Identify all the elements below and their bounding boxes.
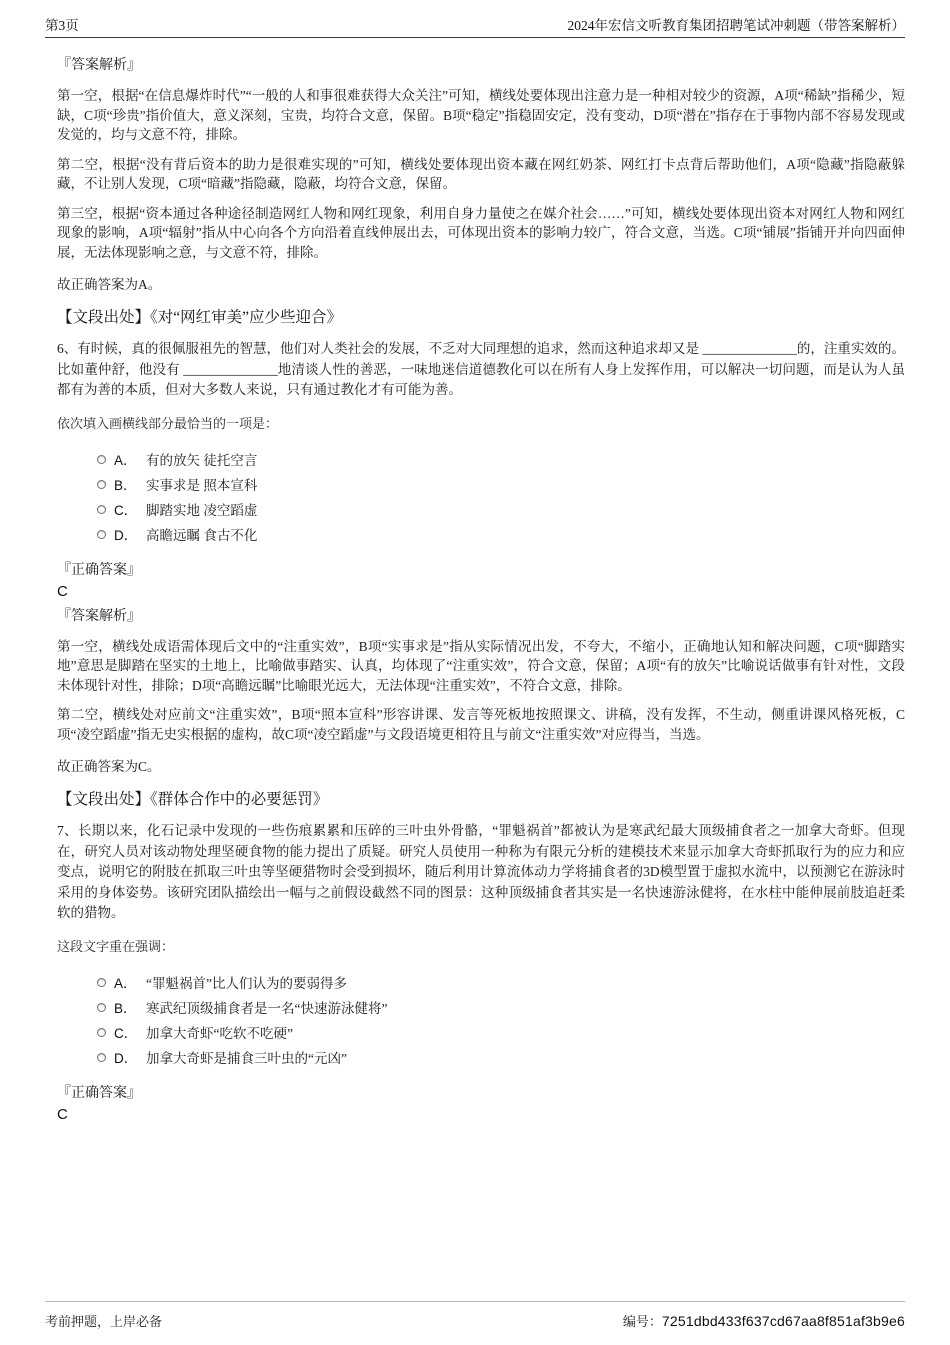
analysis-paragraph: 第三空，根据“资本通过各种途径制造网红人物和网红现象，利用自身力量使之在媒介社会……”可知，横线处要体现出资本对网红人物和网红现象的影响，A项“辐射”指从中心向各个方向沿着直线伸展出去，可体现出资本的影响力较广，符合文意，当选。C项“铺展”指铺开并向四面伸展，无法体现影响之意，与文意不符，排除。 xyxy=(57,205,905,260)
option-text: 高瞻远瞩 食古不化 xyxy=(146,528,258,543)
option-row xyxy=(97,995,905,1020)
radio-button-icon[interactable] xyxy=(97,505,106,514)
radio-button-icon[interactable] xyxy=(97,1053,106,1062)
option-text: “罪魁祸首”比人们认为的要弱得多 xyxy=(146,976,347,991)
option-row xyxy=(97,447,905,472)
option-text: 加拿大奇虾“吃软不吃硬” xyxy=(146,1026,293,1041)
option-row xyxy=(97,497,905,522)
option-row xyxy=(97,472,905,497)
option-row xyxy=(97,1020,905,1045)
radio-button-icon[interactable] xyxy=(97,530,106,539)
analysis-paragraph: 第一空，根据“在信息爆炸时代”“一般的人和事很难获得大众关注”可知，横线处要体现出注意力是一种相对较少的资源，A项“稀缺”指稀少，短缺，C项“珍贵”指价值大，意义深刻，宝贵，均符合文意，保留。B项“稳定”指稳固安定，没有变动，D项“潜在”指存在于事物内部不容易发现或发觉的，均与文意不符，排除。 xyxy=(57,88,905,142)
question-7-options xyxy=(57,970,905,1070)
footer-serial-label: 编号： xyxy=(622,1314,662,1329)
correct-answer-label: 『正确答案』 xyxy=(57,562,141,578)
option-letter: C． xyxy=(114,503,138,518)
radio-button-icon[interactable] xyxy=(97,978,106,987)
document-title: 2024年宏信文听教育集团招聘笔试冲刺题（带答案解析） xyxy=(567,18,905,33)
page-content xyxy=(57,56,905,1125)
correct-answer-value: C xyxy=(57,1105,68,1123)
footer-slogan: 考前押题，上岸必备 xyxy=(45,1314,163,1329)
option-text: 脚踏实地 凌空蹈虚 xyxy=(146,503,258,518)
question-7-prompt: 这段文字重在强调： xyxy=(57,938,175,954)
option-letter: B． xyxy=(114,1001,137,1016)
conclusion-text: 故正确答案为C。 xyxy=(57,759,161,774)
analysis-paragraph: 第二空，横线处对应前文“注重实效”，B项“照本宣科”形容讲课、发言等死板地按照课文、讲稿，没有发挥，不生动，侧重讲课风格死板，C项“凌空蹈虚”指无史实根据的虚构，故C项“凌空蹈虚”与文段语境更相符且与前文“注重实效”对应得当，当选。 xyxy=(57,707,905,742)
option-letter: C． xyxy=(114,1026,138,1041)
page-header xyxy=(45,0,905,38)
analysis-paragraph: 第二空，根据“没有背后资本的助力是很难实现的”可知，横线处要体现出资本藏在网红奶茶、网红打卡点背后帮助他们，A项“隐藏”指隐蔽躲藏，不让别人发现，C项“暗藏”指隐藏，隐蔽，均符合文意，保留。 xyxy=(57,156,905,191)
option-text: 加拿大奇虾是捕食三叶虫的“元凶” xyxy=(146,1051,347,1066)
radio-button-icon[interactable] xyxy=(97,480,106,489)
option-letter: B． xyxy=(114,478,137,493)
option-row xyxy=(97,970,905,995)
source-line: 【文段出处】《对“网红审美”应少些迎合》 xyxy=(57,309,343,326)
source-line: 【文段出处】《群体合作中的必要惩罚》 xyxy=(57,791,329,808)
answer-analysis-label: 『答案解析』 xyxy=(57,58,141,73)
footer-serial xyxy=(623,1311,905,1330)
radio-button-icon[interactable] xyxy=(97,1028,106,1037)
option-letter: D． xyxy=(114,528,138,543)
page-number: 第3页 xyxy=(45,18,79,33)
page-footer xyxy=(45,1301,905,1330)
analysis-paragraph: 第一空，横线处成语需体现后文中的“注重实效”，B项“实事求是”指从实际情况出发，不夸大，不缩小，正确地认知和解决问题，C项“脚踏实地”意思是脚踏在坚实的土地上，比喻做事踏实、认真，均体现了“注重实效”，符合文意，保留；A项“有的放矢”比喻说话做事有针对性，文段未体现针对性，排除；D项“高瞻远瞩”比喻眼光远大，无法体现“注重实效”，不符合文意，排除。 xyxy=(57,638,905,693)
question-6-stem: 6、有时候，真的很佩服祖先的智慧，他们对人类社会的发展，不乏对大同理想的追求，然而这种追求却又是 ______________的，注重实效的。比如董仲舒，他没有 ______________地清谈人性的善恶，一味地迷信道德教化可以在所有人身上发挥作用，可以解决一切问题，而是认为人虽都有为善的本质，但对大多数人来说，只有通过教化才有可能为善。 xyxy=(57,341,905,397)
option-text: 寒武纪顶级捕食者是一名“快速游泳健将” xyxy=(146,1001,388,1016)
option-letter: A． xyxy=(114,453,137,468)
question-7-stem: 7、长期以来，化石记录中发现的一些伤痕累累和压碎的三叶虫外骨骼，“罪魁祸首”都被认为是寒武纪最大顶级捕食者之一加拿大奇虾。但现在，研究人员对该动物处理坚硬食物的能力提出了质疑。研究人员使用一种称为有限元分析的建模技术来显示加拿大奇虾抓取行为的应力和应变点，说明它的附肢在抓取三叶虫等坚硬猎物时会受到损坏，随后利用计算流体动力学将捕食者的3D模型置于虚拟水流中，以预测它在游泳时采用的身体姿势。该研究团队描绘出一幅与之前假设截然不同的图景：这种顶级捕食者其实是一名快速游泳健将，在水柱中能伸展前肢追赶柔软的猎物。 xyxy=(57,823,905,920)
correct-answer-label: 『正确答案』 xyxy=(57,1085,141,1101)
conclusion-text: 故正确答案为A。 xyxy=(57,277,162,292)
radio-button-icon[interactable] xyxy=(97,1003,106,1012)
question-6-options xyxy=(57,447,905,547)
option-text: 实事求是 照本宣科 xyxy=(146,478,258,493)
footer-serial-code: 7251dbd433f637cd67aa8f851af3b9e6 xyxy=(661,1313,905,1329)
option-letter: A． xyxy=(114,976,137,991)
option-text: 有的放矢 徒托空言 xyxy=(146,453,258,468)
option-row xyxy=(97,522,905,547)
answer-analysis-label: 『答案解析』 xyxy=(57,608,141,624)
correct-answer-value: C xyxy=(57,582,68,600)
radio-button-icon[interactable] xyxy=(97,455,106,464)
question-6-prompt: 依次填入画横线部分最恰当的一项是： xyxy=(57,415,279,431)
option-letter: D． xyxy=(114,1051,138,1066)
option-row xyxy=(97,1045,905,1070)
